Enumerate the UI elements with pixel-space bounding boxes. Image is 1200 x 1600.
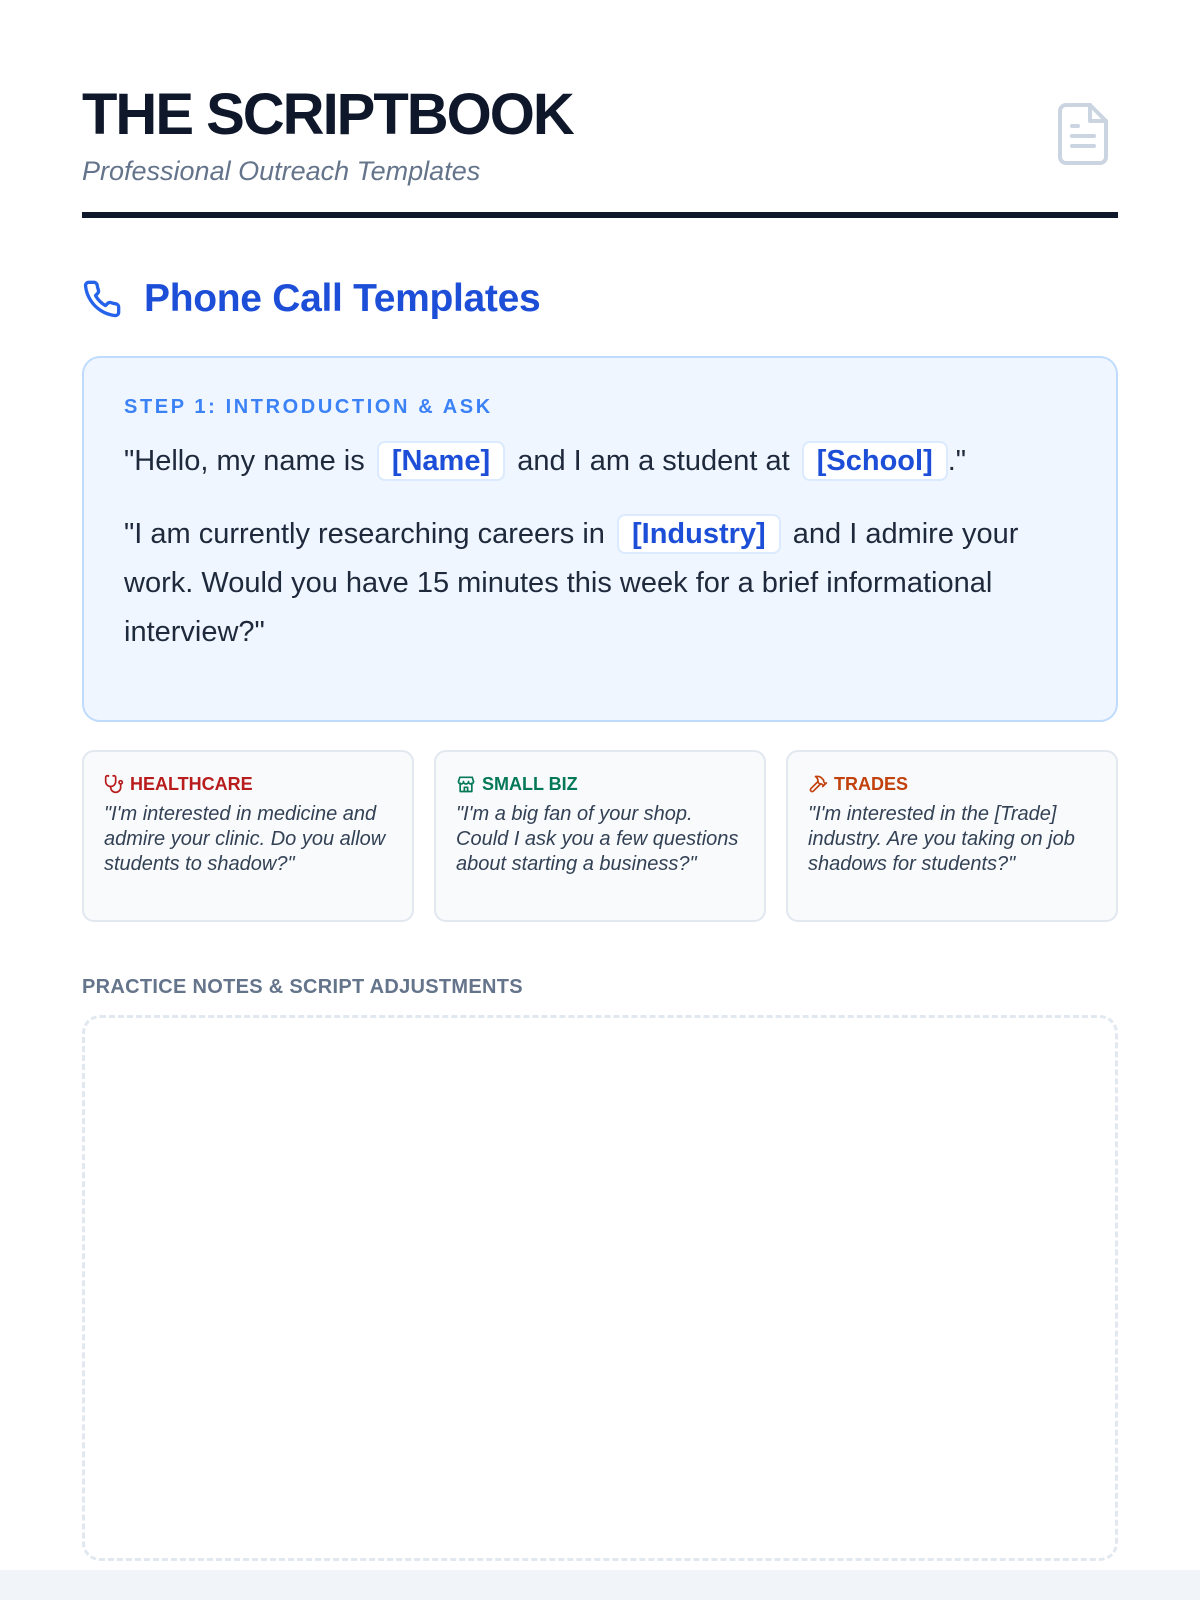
step-card	[82, 356, 1118, 722]
variant-card-trades	[786, 750, 1118, 922]
placeholder-chip-school: [School]	[802, 441, 948, 481]
variant-label: TRADES	[834, 773, 909, 794]
variant-card-healthcare	[82, 750, 414, 922]
notes-label: PRACTICE NOTES & SCRIPT ADJUSTMENTS	[82, 976, 523, 998]
section-heading	[82, 274, 1118, 324]
variant-header	[104, 772, 392, 796]
step-label: STEP 1: INTRODUCTION & ASK	[124, 396, 493, 418]
script-line-intro	[124, 437, 1076, 486]
script-text: and I am a student at	[517, 445, 790, 477]
placeholder-chip-name: [Name]	[377, 441, 505, 481]
script-text: and I admire your work. Would you have 15 minutes this week for a brief informational interview?"	[124, 518, 1019, 648]
script-line-ask	[124, 510, 1076, 657]
variant-card-small-biz	[434, 750, 766, 922]
variant-header	[808, 772, 1096, 796]
page-subtitle: Professional Outreach Templates	[82, 156, 481, 186]
script-text: ."	[947, 445, 967, 477]
stethoscope-icon	[104, 774, 124, 794]
page-title: THE SCRIPTBOOK	[82, 82, 573, 147]
practice-notes-field[interactable]	[82, 1015, 1118, 1561]
phone-icon	[82, 279, 122, 319]
industry-variants	[82, 750, 1118, 922]
placeholder-chip-industry: [Industry]	[617, 514, 781, 554]
script-text: "I am currently researching careers in	[124, 518, 605, 550]
variant-label: HEALTHCARE	[130, 773, 253, 794]
variant-text: "I'm interested in the [Trade] industry. Are you taking on job shadows for students?"	[808, 803, 1075, 875]
variant-label: SMALL BIZ	[482, 773, 578, 794]
hammer-icon	[808, 774, 828, 794]
variant-text: "I'm a big fan of your shop. Could I ask you a few questions about starting a business?"	[456, 803, 739, 875]
document-icon	[1056, 102, 1110, 166]
page-header	[82, 80, 1118, 218]
store-icon	[456, 774, 476, 794]
variant-text: "I'm interested in medicine and admire your clinic. Do you allow students to shadow?"	[104, 803, 386, 875]
section-title: Phone Call Templates	[144, 277, 541, 320]
variant-header	[456, 772, 744, 796]
script-text: "Hello, my name is	[124, 445, 365, 477]
page-footer-band	[0, 1570, 1200, 1600]
